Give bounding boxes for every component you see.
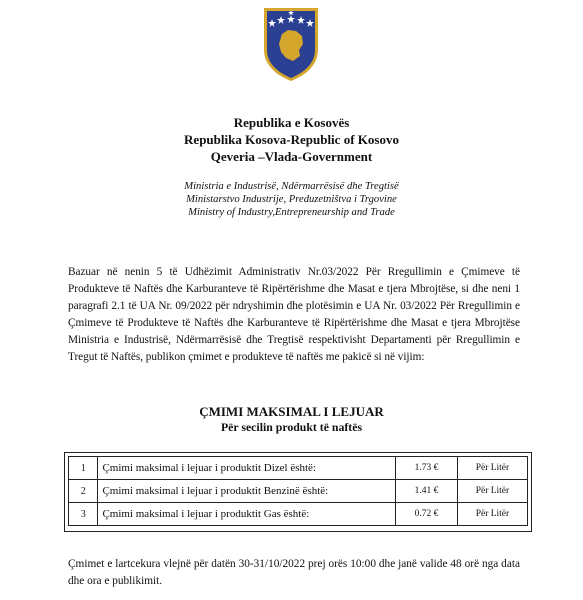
header-line-republic-multilingual: Republika Kosova-Republic of Kosovo (184, 132, 399, 147)
government-header (0, 114, 583, 165)
header-line-government: Qeveria –Vlada-Government (210, 149, 373, 164)
row-description: Çmimi maksimal i lejuar i produktit Benzinë është: (98, 480, 396, 503)
ministry-line-albanian: Ministria e Industrisë, Ndërmarrësisë dhe Tregtisë (184, 181, 399, 192)
table-row (69, 457, 528, 480)
row-number: 2 (69, 480, 98, 503)
kosovo-coat-of-arms-icon (262, 6, 320, 82)
validity-note: Çmimet e lartcekura vlejnë për datën 30-31/10/2022 prej orës 10:00 dhe janë valide 48 orë nga data dhe ora e publikimit. (68, 558, 520, 587)
ministry-line-english: Ministry of Industry,Entrepreneurship and Trade (188, 207, 395, 218)
row-description: Çmimi maksimal i lejuar i produktit Gas është: (98, 503, 396, 526)
row-price: 1.73 € (395, 457, 457, 480)
table-row (69, 503, 528, 526)
row-price: 1.41 € (395, 480, 457, 503)
price-table (68, 456, 528, 526)
ministry-header (0, 180, 583, 219)
ministry-line-serbian: Ministarstvo Industrije, Preduzetništva i Trgovine (186, 194, 397, 205)
intro-paragraph: Bazuar në nenin 5 të Udhëzimit Administrativ Nr.03/2022 Për Rregullimin e Çmimeve të Produkteve të Naftës dhe Karburanteve të Ripërtërishme dhe Masat e tjera Mbrojtëse, si dhe neni 1 paragrafi 2.1 të UA Nr. 09/2022 për ndryshimin dhe plotësimin e UA Nr. 03/2022 Për Rregullimin e Çmimeve të Produkteve të Naftës dhe Karburanteve të Ripërtërishme dhe Masat e tjera Mbrojtëse Ministria e Industrisë, Ndërmarrësisë dhe Tregtisë respektivisht Departamenti për Rregullimin e Tregut të Naftës, publikon çmimet e produkteve të naftës me pakicë si në vijim: (68, 266, 520, 363)
row-price: 0.72 € (395, 503, 457, 526)
row-number: 1 (69, 457, 98, 480)
table-row (69, 480, 528, 503)
row-description: Çmimi maksimal i lejuar i produktit Dizel është: (98, 457, 396, 480)
row-number: 3 (69, 503, 98, 526)
row-unit: Për Litër (457, 480, 527, 503)
header-line-republic: Republika e Kosovës (233, 115, 350, 130)
section-heading (0, 404, 583, 435)
row-unit: Për Litër (457, 503, 527, 526)
section-title: ÇMIMI MAKSIMAL I LEJUAR (199, 404, 384, 419)
row-unit: Për Litër (457, 457, 527, 480)
section-subtitle: Për secilin produkt të naftës (220, 420, 363, 434)
